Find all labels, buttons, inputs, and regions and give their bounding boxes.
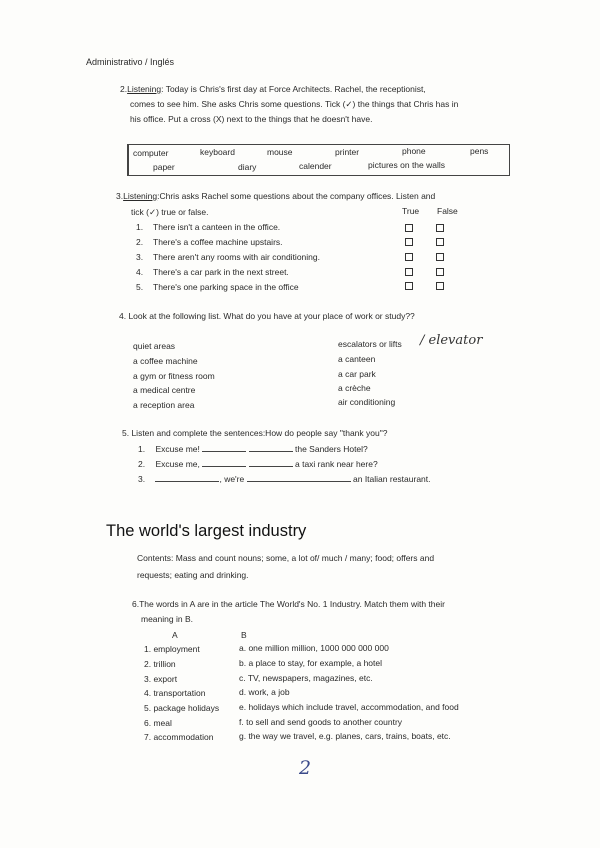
exercise-3-line-1 bbox=[116, 191, 435, 201]
statement-5-false-checkbox[interactable] bbox=[436, 282, 444, 290]
statement-3-number: 3. bbox=[136, 252, 144, 262]
word-paper: paper bbox=[153, 162, 175, 172]
list-right-car-park: a car park bbox=[338, 369, 376, 379]
exercise-6-line-2: meaning in B. bbox=[141, 614, 193, 624]
list-left-medical-centre: a medical centre bbox=[133, 385, 196, 395]
b-item-a: a. one million million, 1000 000 000 000 bbox=[239, 643, 389, 653]
statement-3-true-checkbox[interactable] bbox=[405, 253, 413, 261]
list-right-canteen: a canteen bbox=[338, 354, 376, 364]
exercise-3-text-1: :Chris asks Rachel some questions about the company offices. Listen and bbox=[157, 191, 436, 201]
exercise-2-text-2: comes to see him. She asks Chris some questions. Tick (✓) the things that Chris has in bbox=[130, 99, 459, 109]
exercise-6-line-1: 6.The words in A are in the article The World's No. 1 Industry. Match them with their bbox=[132, 599, 445, 609]
word-phone: phone bbox=[402, 146, 426, 156]
sentence-2-blank-1[interactable] bbox=[202, 466, 246, 467]
statement-1-false-checkbox[interactable] bbox=[436, 224, 444, 232]
word-diary: diary bbox=[238, 162, 257, 172]
exercise-2-line-1 bbox=[120, 84, 426, 94]
sentence-1 bbox=[138, 444, 368, 454]
sentence-2-start: Excuse me, bbox=[155, 459, 200, 469]
section-title: The world's largest industry bbox=[106, 522, 307, 540]
sentence-1-blank-1[interactable] bbox=[202, 451, 246, 452]
sentence-3-end: an Italian restaurant. bbox=[353, 474, 431, 484]
word-pens: pens bbox=[470, 146, 489, 156]
statement-5-true-checkbox[interactable] bbox=[405, 282, 413, 290]
document-header: Administrativo / Inglés bbox=[86, 57, 175, 67]
statement-5-text: There's one parking space in the office bbox=[153, 282, 299, 292]
statement-2-number: 2. bbox=[136, 237, 144, 247]
sentence-1-blank-2[interactable] bbox=[249, 451, 293, 452]
list-left-coffee-machine: a coffee machine bbox=[133, 356, 198, 366]
sentence-3 bbox=[138, 474, 431, 484]
word-computer: computer bbox=[133, 148, 169, 158]
sentence-2 bbox=[138, 459, 378, 469]
list-right-escalators: escalators or lifts bbox=[338, 339, 402, 349]
b-item-c: c. TV, newspapers, magazines, etc. bbox=[239, 673, 373, 683]
sentence-2-end: a taxi rank near here? bbox=[295, 459, 378, 469]
true-column-label: True bbox=[402, 206, 420, 216]
a-item-4: 4. transportation bbox=[144, 688, 206, 698]
sentence-2-number: 2. bbox=[138, 459, 146, 469]
exercise-2-label: Listening bbox=[127, 84, 162, 94]
sentence-3-middle: , we're bbox=[219, 474, 245, 484]
word-mouse: mouse bbox=[267, 147, 293, 157]
exercise-2-number: 2. bbox=[120, 84, 128, 94]
a-item-5: 5. package holidays bbox=[144, 703, 220, 713]
statement-5-number: 5. bbox=[136, 282, 144, 292]
a-item-6: 6. meal bbox=[144, 718, 172, 728]
exercise-4-instruction: 4. Look at the following list. What do you have at your place of work or study?? bbox=[119, 311, 415, 321]
b-item-b: b. a place to stay, for example, a hotel bbox=[239, 658, 383, 668]
b-item-g: g. the way we travel, e.g. planes, cars, trains, boats, etc. bbox=[239, 731, 451, 741]
contents-line-1 bbox=[137, 553, 434, 563]
b-item-e: e. holidays which include travel, accommodation, and food bbox=[239, 702, 459, 712]
statement-4-text: There's a car park in the next street. bbox=[153, 267, 289, 277]
sentence-1-end: the Sanders Hotel? bbox=[295, 444, 368, 454]
exercise-3-text-2: tick (✓) true or false. bbox=[131, 207, 209, 217]
list-left-gym: a gym or fitness room bbox=[133, 371, 215, 381]
b-item-d: d. work, a job bbox=[239, 687, 290, 697]
word-printer: printer bbox=[335, 147, 360, 157]
statement-1-text: There isn't a canteen in the office. bbox=[153, 222, 281, 232]
contents-text: Mass and count nouns; some, a lot of/ much / many; food; offers and bbox=[173, 553, 435, 563]
exercise-3-number: 3. bbox=[116, 191, 124, 201]
list-left-reception-area: a reception area bbox=[133, 400, 195, 410]
exercise-2-word-box bbox=[127, 144, 510, 176]
word-calender: calender bbox=[299, 161, 332, 171]
exercise-3-label: Listening bbox=[123, 191, 158, 201]
sentence-2-blank-2[interactable] bbox=[249, 466, 293, 467]
list-right-creche: a crèche bbox=[338, 383, 371, 393]
sentence-1-number: 1. bbox=[138, 444, 146, 454]
contents-line-2: requests; eating and drinking. bbox=[137, 570, 249, 580]
sentence-3-blank-2[interactable] bbox=[247, 481, 351, 482]
statement-4-false-checkbox[interactable] bbox=[436, 268, 444, 276]
contents-label: Contents: bbox=[137, 553, 174, 563]
statement-3-text: There aren't any rooms with air conditioning. bbox=[153, 252, 320, 262]
statement-1-true-checkbox[interactable] bbox=[405, 224, 413, 232]
a-item-3: 3. export bbox=[144, 674, 178, 684]
sentence-3-blank-1[interactable] bbox=[155, 481, 219, 482]
statement-2-text: There's a coffee machine upstairs. bbox=[153, 237, 283, 247]
a-item-1: 1. employment bbox=[144, 644, 200, 654]
statement-2-true-checkbox[interactable] bbox=[405, 238, 413, 246]
false-column-label: False bbox=[437, 206, 458, 216]
sentence-3-number: 3. bbox=[138, 474, 146, 484]
statement-4-number: 4. bbox=[136, 267, 144, 277]
column-a-header: A bbox=[172, 630, 178, 640]
word-keyboard: keyboard bbox=[200, 147, 235, 157]
exercise-2-text-3: his office. Put a cross (X) next to the things that he doesn't have. bbox=[130, 114, 373, 124]
a-item-7: 7. accommodation bbox=[144, 732, 214, 742]
column-b-header: B bbox=[241, 630, 247, 640]
handwritten-note: / elevator bbox=[420, 333, 483, 348]
statement-1-number: 1. bbox=[136, 222, 144, 232]
word-pictures-on-the-walls: pictures on the walls bbox=[368, 160, 446, 170]
list-right-air-conditioning: air conditioning bbox=[338, 397, 396, 407]
statement-2-false-checkbox[interactable] bbox=[436, 238, 444, 246]
page-number: 2 bbox=[299, 757, 312, 779]
statement-4-true-checkbox[interactable] bbox=[405, 268, 413, 276]
exercise-5-instruction: 5. Listen and complete the sentences:How do people say "thank you"? bbox=[122, 428, 388, 438]
statement-3-false-checkbox[interactable] bbox=[436, 253, 444, 261]
b-item-f: f. to sell and send goods to another country bbox=[239, 717, 403, 727]
list-left-quiet-areas: quiet areas bbox=[133, 341, 176, 351]
a-item-2: 2. trillion bbox=[144, 659, 176, 669]
exercise-2-text-1: : Today is Chris's first day at Force Architects. Rachel, the receptionist, bbox=[161, 84, 426, 94]
sentence-1-start: Excuse me! bbox=[155, 444, 200, 454]
